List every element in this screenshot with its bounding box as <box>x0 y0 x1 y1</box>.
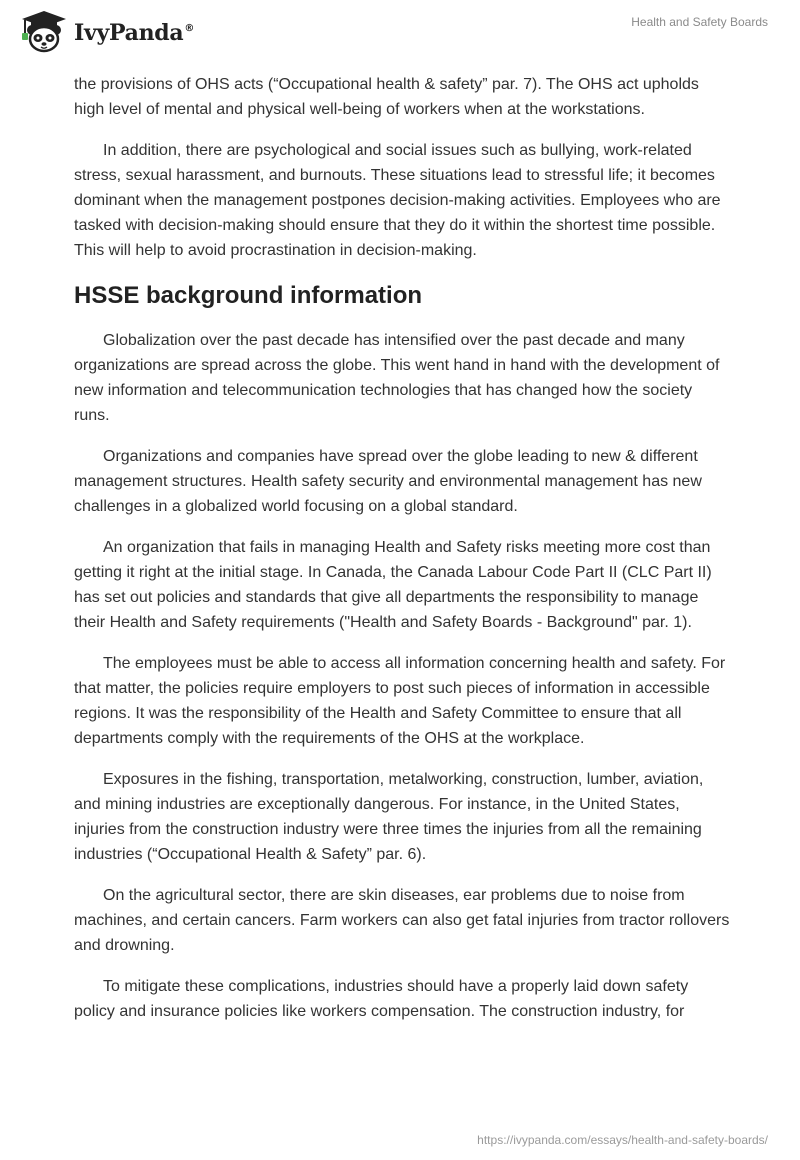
paragraph: An organization that fails in managing Health and Safety risks meeting more cost than getting it right at the initial stage. In Canada, the Canada Labour Code Part II (CLC Part II) has set out policies and standards that give all departments the responsibility to manage their Health and Safety requirements ("Health and Safety Boards - Background" par. 1). <box>74 539 712 631</box>
paragraph: Globalization over the past decade has intensified over the past decade and many organizations are spread across the globe. This went hand in hand with the development of new information and telecommunication technologies that has changed how the society runs. <box>74 332 720 424</box>
paragraph: To mitigate these complications, industries should have a properly laid down safety policy and insurance policies like workers compensation. The construction industry, for <box>74 978 689 1020</box>
paragraph: The employees must be able to access all information concerning health and safety. For that matter, the policies require employers to post such pieces of information in accessible regions. It was the responsibility of the Health and Safety Committee to ensure that all departments comply with the requirements of the OHS at the workplace. <box>74 655 726 747</box>
paragraph: Exposures in the fishing, transportation, metalworking, construction, lumber, aviation, and mining industries are exceptionally dangerous. For instance, in the United States, injuries from the construction industry were three times the injuries from all the remaining industries (“Occupational Health & Safety” par. 6). <box>74 771 704 863</box>
panda-graduate-icon <box>14 10 70 54</box>
paragraph: On the agricultural sector, there are skin diseases, ear problems due to noise from machines, and certain cancers. Farm workers can also get fatal injuries from tractor rollovers and drowning. <box>74 887 730 954</box>
ivypanda-logo[interactable] <box>14 10 194 54</box>
essay-content <box>74 72 730 1040</box>
paragraph: the provisions of OHS acts (“Occupational health & safety” par. 7). The OHS act upholds high level of mental and physical well-being of workers when at the workstations. <box>74 76 699 118</box>
paragraph: In addition, there are psychological and social issues such as bullying, work-related stress, sexual harassment, and burnouts. These situations lead to stressful life; it becomes dominant when the management postpones decision-making activities. Employees who are tasked with decision-making should ensure that they do it within the shortest time possible. This will help to avoid procrastination in decision-making. <box>74 142 721 259</box>
logo-text: IvyPanda® <box>74 20 195 46</box>
paragraph: Organizations and companies have spread over the globe leading to new & different management structures. Health safety security and environmental management has new challenges in a globalized world focusing on a global standard. <box>74 448 702 515</box>
document-title: Health and Safety Boards <box>631 15 768 29</box>
section-heading: HSSE background information <box>74 282 423 309</box>
source-url[interactable]: https://ivypanda.com/essays/health-and-safety-boards/ <box>477 1133 768 1147</box>
page-header <box>0 0 800 70</box>
